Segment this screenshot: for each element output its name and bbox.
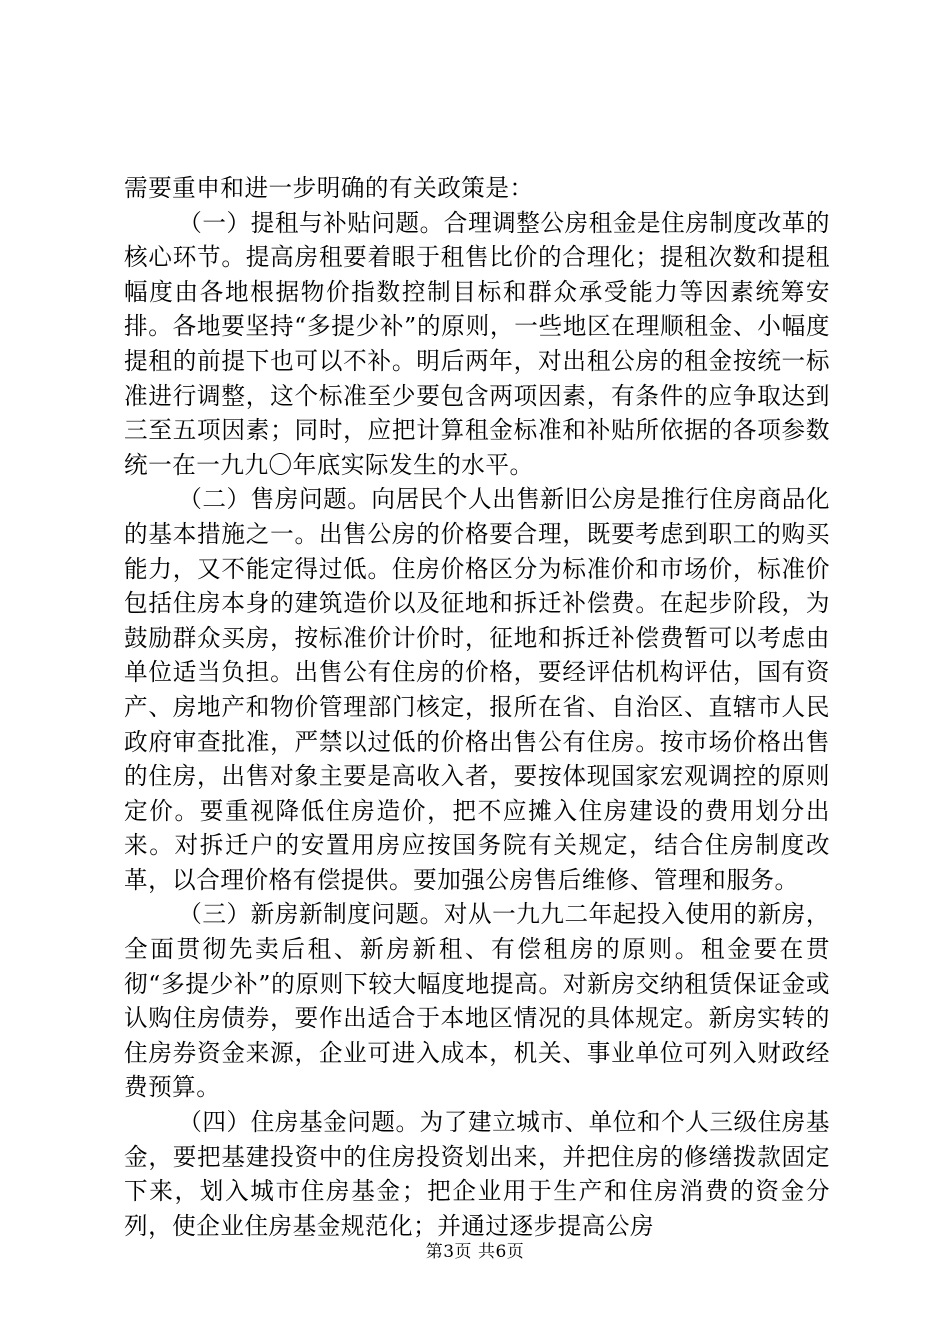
section-1-rent-subsidy-paragraph: （一）提租与补贴问题。合理调整公房租金是住房制度改革的核心环节。提高房租要着眼于租售比价的合理化；提租次数和提租幅度由各地根据物价指数控制目标和群众承受能力等因素统筹安排。各地要坚持“多提少补”的原则，一些地区在理顺租金、小幅度提租的前提下也可以不补。明后两年，对出租公房的租金按统一标准进行调整，这个标准至少要包含两项因素，有条件的应争取达到三至五项因素；同时，应把计算租金标准和补贴所依据的各项参数统一在一九九〇年底实际发生的水平。 <box>124 208 830 479</box>
page-number-footer: 第3页 共6页 <box>425 1242 525 1262</box>
document-body <box>124 171 830 1243</box>
intro-paragraph: 需要重申和进一步明确的有关政策是： <box>124 174 534 202</box>
section-3-new-housing-paragraph: （三）新房新制度问题。对从一九九二年起投入使用的新房，全面贯彻先卖后租、新房新租、有偿租房的原则。租金要在贯彻“多提少补”的原则下较大幅度地提高。对新房交纳租赁保证金或认购住房债券，要作出适合于本地区情况的具体规定。新房实转的住房券资金来源，企业可进入成本，机关、事业单位可列入财政经费预算。 <box>124 900 830 1102</box>
section-2-housing-sale-paragraph: （二）售房问题。向居民个人出售新旧公房是推行住房商品化的基本措施之一。出售公房的价格要合理，既要考虑到职工的购买能力，又不能定得过低。住房价格区分为标准价和市场价，标准价包括住房本身的建筑造价以及征地和拆迁补偿费。在起步阶段，为鼓励群众买房，按标准价计价时，征地和拆迁补偿费暂可以考虑由单位适当负担。出售公有住房的价格，要经评估机构评估，国有资产、房地产和物价管理部门核定，报所在省、自治区、直辖市人民政府审查批准，严禁以过低的价格出售公有住房。按市场价格出售的住房，出售对象主要是高收入者，要按体现国家宏观调控的原则定价。要重视降低住房造价，把不应摊入住房建设的费用划分出来。对拆迁户的安置用房应按国务院有关规定，结合住房制度改革，以合理价格有偿提供。要加强公房售后维修、管理和服务。 <box>124 485 830 894</box>
section-4-housing-fund-paragraph: （四）住房基金问题。为了建立城市、单位和个人三级住房基金，要把基建投资中的住房投资划出来，并把住房的修缮拨款固定下来，划入城市住房基金；把企业用于生产和住房消费的资金分列，使企业住房基金规范化；并通过逐步提高公房 <box>124 1108 830 1240</box>
